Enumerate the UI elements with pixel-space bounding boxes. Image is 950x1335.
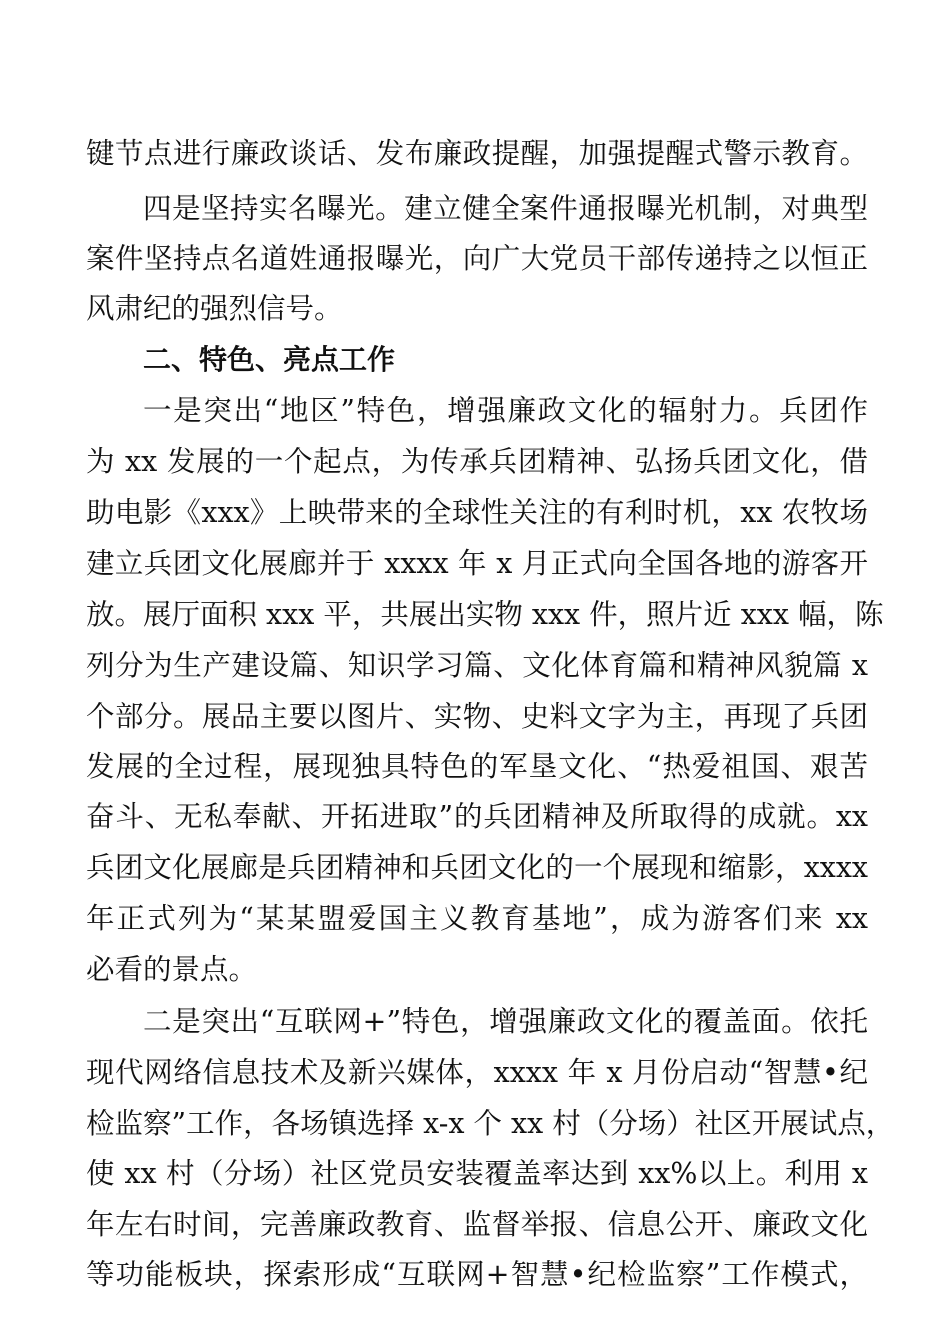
section-heading: 二、特色、亮点工作 — [143, 343, 396, 376]
text-line-1: 键节点进行廉政谈话、发布廉政提醒，加强提醒式警示教育。 — [86, 137, 868, 170]
text-line-19: 现代网络信息技术及新兴媒体，xxxx 年 x 月份启动“智慧•纪 — [86, 1056, 868, 1089]
text-line-4: 风肃纪的强烈信号。 — [86, 292, 343, 325]
text-line-11: 列分为生产建设篇、知识学习篇、文化体育篇和精神风貌篇 x — [86, 649, 868, 682]
text-line-23: 等功能板块，探索形成“互联网+智慧•纪检监察”工作模式， — [86, 1258, 868, 1291]
text-line-14: 奋斗、无私奉献、开拓进取”的兵团精神及所取得的成就。xx — [86, 800, 868, 833]
text-line-6: 一是突出“地区”特色，增强廉政文化的辐射力。兵团作 — [143, 394, 868, 427]
text-line-21: 使 xx 村（分场）社区党员安装覆盖率达到 xx%以上。利用 x — [86, 1157, 868, 1190]
text-line-17: 必看的景点。 — [86, 953, 258, 986]
text-line-18: 二是突出“互联网+”特色，增强廉政文化的覆盖面。依托 — [143, 1005, 868, 1038]
text-line-10: 放。展厅面积 xxx 平，共展出实物 xxx 件，照片近 xxx 幅，陈 — [86, 598, 884, 631]
text-line-16: 年正式列为“某某盟爱国主义教育基地”，成为游客们来 xx — [86, 902, 868, 935]
text-line-12: 个部分。展品主要以图片、实物、史料文字为主，再现了兵团 — [86, 700, 868, 733]
text-line-9: 建立兵团文化展廊并于 xxxx 年 x 月正式向全国各地的游客开 — [86, 547, 868, 580]
text-line-8: 助电影《xxx》上映带来的全球性关注的有利时机，xx 农牧场 — [86, 496, 868, 529]
text-line-2: 四是坚持实名曝光。建立健全案件通报曝光机制，对典型 — [143, 192, 868, 225]
text-line-20: 检监察”工作，各场镇选择 x-x 个 xx 村（分场）社区开展试点， — [86, 1107, 895, 1140]
text-line-7: 为 xx 发展的一个起点，为传承兵团精神、弘扬兵团文化，借 — [86, 445, 868, 478]
text-line-22: 年左右时间，完善廉政教育、监督举报、信息公开、廉政文化 — [86, 1208, 868, 1241]
text-line-13: 发展的全过程，展现独具特色的军垦文化、“热爱祖国、艰苦 — [86, 750, 868, 783]
text-line-15: 兵团文化展廊是兵团精神和兵团文化的一个展现和缩影，xxxx — [86, 851, 868, 884]
text-line-3: 案件坚持点名道姓通报曝光，向广大党员干部传递持之以恒正 — [86, 242, 868, 275]
